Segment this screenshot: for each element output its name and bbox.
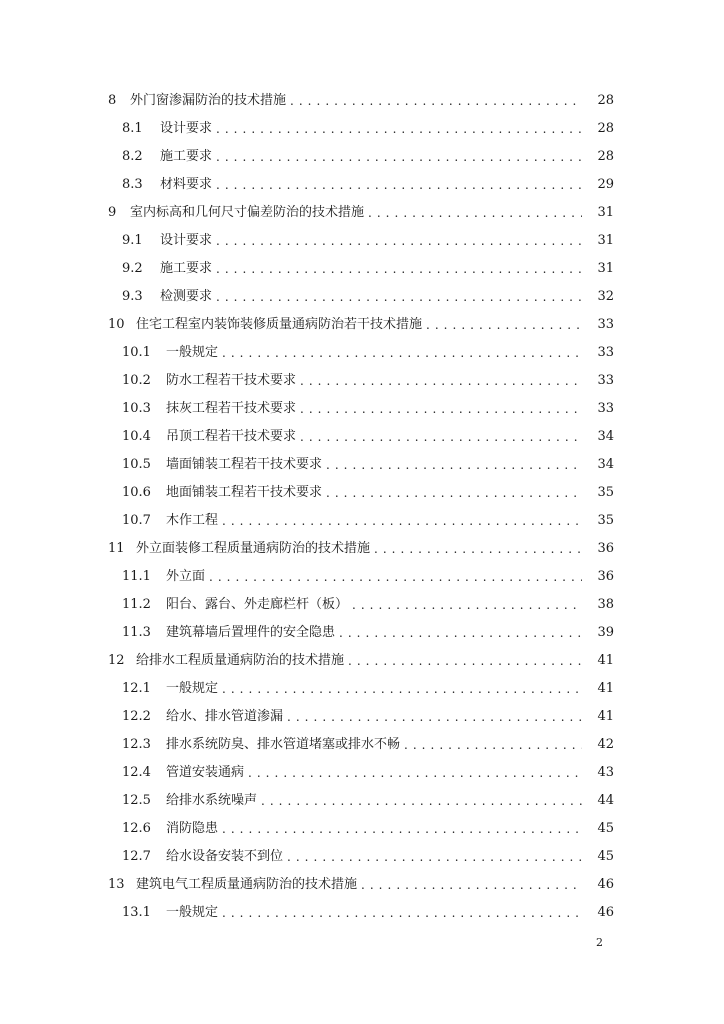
dot-leader [287, 843, 582, 871]
page-number: 2 [596, 936, 603, 949]
toc-entry[interactable] [0, 507, 724, 535]
toc-entry-title: 设计要求 [160, 121, 213, 136]
dot-leader [248, 759, 582, 787]
toc-entry-number: 9.1 [122, 233, 143, 248]
toc-entry-page: 29 [597, 177, 614, 192]
toc-entry-page: 43 [597, 765, 614, 780]
toc-entry-page: 31 [597, 233, 614, 248]
toc-entry-number: 12.5 [122, 793, 151, 808]
toc-entry-page: 31 [597, 205, 614, 220]
toc-entry[interactable] [0, 283, 724, 311]
toc-entry-page: 39 [597, 625, 614, 640]
toc-entry-title: 阳台、露台、外走廊栏杆（板） [166, 597, 349, 612]
toc-entry-number: 10.4 [122, 429, 151, 444]
toc-entry-title: 管道安装通病 [166, 765, 245, 780]
toc-entry-page: 33 [597, 345, 614, 360]
toc-entry-title: 检测要求 [160, 289, 213, 304]
toc-entry-title: 施工要求 [160, 149, 213, 164]
toc-entry-title: 消防隐患 [166, 821, 219, 836]
toc-entry[interactable] [0, 255, 724, 283]
toc-entry-title: 吊顶工程若干技术要求 [166, 429, 297, 444]
dot-leader [374, 535, 582, 563]
toc-entry-page: 41 [597, 709, 614, 724]
toc-entry[interactable] [0, 619, 724, 647]
toc-entry-page: 45 [597, 849, 614, 864]
toc-entry-title: 墙面铺装工程若干技术要求 [166, 457, 323, 472]
toc-entry-page: 44 [597, 793, 614, 808]
toc-entry-title: 设计要求 [160, 233, 213, 248]
toc-entry-title: 一般规定 [166, 681, 219, 696]
toc-entry-page: 32 [597, 289, 614, 304]
toc-entry-number: 9 [108, 205, 117, 220]
toc-entry[interactable] [0, 311, 724, 339]
toc-entry-page: 36 [597, 569, 614, 584]
dot-leader [361, 871, 582, 899]
toc-entry-page: 28 [597, 149, 614, 164]
toc-entry-title: 建筑电气工程质量通病防治的技术措施 [136, 877, 358, 892]
toc-entry-title: 外门窗渗漏防治的技术措施 [130, 93, 287, 108]
dot-leader [348, 647, 582, 675]
dot-leader [222, 507, 582, 535]
toc-entry[interactable] [0, 871, 724, 899]
toc-entry-title: 外立面 [166, 569, 206, 584]
toc-entry-title: 一般规定 [166, 905, 219, 920]
dot-leader [287, 703, 582, 731]
toc-entry[interactable] [0, 759, 724, 787]
dot-leader [216, 227, 582, 255]
toc-entry-page: 41 [597, 681, 614, 696]
toc-entry[interactable] [0, 703, 724, 731]
toc-entry-page: 31 [597, 261, 614, 276]
toc-entry-title: 排水系统防臭、排水管道堵塞或排水不畅 [166, 737, 401, 752]
toc-entry-title: 一般规定 [166, 345, 219, 360]
toc-entry-number: 12.3 [122, 737, 151, 752]
toc-entry[interactable] [0, 451, 724, 479]
toc-entry[interactable] [0, 675, 724, 703]
toc-entry-title: 给排水工程质量通病防治的技术措施 [136, 653, 345, 668]
toc-entry-number: 11.3 [122, 625, 151, 640]
toc-entry-title: 建筑幕墙后置埋件的安全隐患 [166, 625, 336, 640]
dot-leader [368, 199, 582, 227]
toc-entry[interactable] [0, 731, 724, 759]
dot-leader [300, 423, 582, 451]
toc-entry-page: 42 [597, 737, 614, 752]
toc-entry-page: 28 [597, 121, 614, 136]
toc-entry[interactable] [0, 87, 724, 115]
toc-entry[interactable] [0, 227, 724, 255]
dot-leader [261, 787, 582, 815]
toc-entry-number: 10.6 [122, 485, 151, 500]
toc-entry-page: 46 [597, 877, 614, 892]
toc-entry[interactable] [0, 367, 724, 395]
toc-entry-number: 13 [108, 877, 125, 892]
toc-entry-page: 33 [597, 373, 614, 388]
toc-entry-number: 10 [108, 317, 125, 332]
dot-leader [352, 591, 582, 619]
toc-entry-number: 11 [108, 541, 125, 556]
dot-leader [300, 395, 582, 423]
toc-entry-number: 8.2 [122, 149, 143, 164]
toc-entry-number: 12.4 [122, 765, 151, 780]
toc-entry[interactable] [0, 843, 724, 871]
toc-entry-title: 外立面装修工程质量通病防治的技术措施 [136, 541, 371, 556]
toc-entry-number: 13.1 [122, 905, 151, 920]
toc-entry[interactable] [0, 787, 724, 815]
toc-entry-title: 给排水系统噪声 [166, 793, 258, 808]
dot-leader [404, 731, 582, 759]
toc-entry[interactable] [0, 899, 724, 927]
dot-leader [209, 563, 582, 591]
toc-entry-number: 12 [108, 653, 125, 668]
dot-leader [216, 255, 582, 283]
toc-entry-page: 41 [597, 653, 614, 668]
toc-entry-title: 地面铺装工程若干技术要求 [166, 485, 323, 500]
dot-leader [222, 339, 582, 367]
dot-leader [300, 367, 582, 395]
dot-leader [216, 171, 582, 199]
toc-entry-number: 11.2 [122, 597, 151, 612]
toc-entry[interactable] [0, 115, 724, 143]
toc-entry-number: 12.2 [122, 709, 151, 724]
toc-entry-title: 住宅工程室内装饰装修质量通病防治若干技术措施 [136, 317, 423, 332]
toc-entry-title: 木作工程 [166, 513, 219, 528]
toc-entry-title: 给水设备安装不到位 [166, 849, 284, 864]
toc-entry[interactable] [0, 563, 724, 591]
dot-leader [216, 115, 582, 143]
toc-entry[interactable] [0, 395, 724, 423]
toc-entry-page: 33 [597, 401, 614, 416]
toc-entry-page: 34 [597, 457, 614, 472]
dot-leader [290, 87, 582, 115]
toc-entry[interactable] [0, 143, 724, 171]
toc-entry[interactable] [0, 647, 724, 675]
dot-leader [339, 619, 582, 647]
toc-entry-page: 34 [597, 429, 614, 444]
toc-entry-number: 8.1 [122, 121, 143, 136]
toc-entry-number: 11.1 [122, 569, 151, 584]
dot-leader [222, 675, 582, 703]
toc-entry-number: 9.3 [122, 289, 143, 304]
toc-entry-number: 12.6 [122, 821, 151, 836]
toc-entry[interactable] [0, 591, 724, 619]
toc-entry-title: 防水工程若干技术要求 [166, 373, 297, 388]
toc-entry-title: 抹灰工程若干技术要求 [166, 401, 297, 416]
toc-entry[interactable] [0, 535, 724, 563]
toc-entry-number: 10.5 [122, 457, 151, 472]
toc-entry[interactable] [0, 479, 724, 507]
dot-leader [326, 451, 582, 479]
toc-entry-page: 36 [597, 541, 614, 556]
toc-entry[interactable] [0, 171, 724, 199]
toc-entry[interactable] [0, 339, 724, 367]
dot-leader [222, 899, 582, 927]
toc-entry-number: 10.7 [122, 513, 151, 528]
toc-entry-number: 12.1 [122, 681, 151, 696]
toc-entry-title: 材料要求 [160, 177, 213, 192]
toc-entry-page: 38 [597, 597, 614, 612]
toc-entry-page: 35 [597, 485, 614, 500]
toc-entry[interactable] [0, 815, 724, 843]
toc-entry-page: 33 [597, 317, 614, 332]
toc-entry-number: 10.2 [122, 373, 151, 388]
toc-entry-page: 28 [597, 93, 614, 108]
toc-entry-page: 46 [597, 905, 614, 920]
toc-entry-number: 8 [108, 93, 117, 108]
toc-entry-number: 10.1 [122, 345, 151, 360]
toc-entry-title: 室内标高和几何尺寸偏差防治的技术措施 [130, 205, 365, 220]
dot-leader [222, 815, 582, 843]
toc-entry-number: 12.7 [122, 849, 151, 864]
dot-leader [426, 311, 582, 339]
table-of-contents [0, 87, 724, 927]
toc-entry-page: 35 [597, 513, 614, 528]
toc-entry-title: 施工要求 [160, 261, 213, 276]
dot-leader [216, 143, 582, 171]
toc-entry-number: 8.3 [122, 177, 143, 192]
dot-leader [216, 283, 582, 311]
toc-entry-number: 10.3 [122, 401, 151, 416]
toc-entry[interactable] [0, 199, 724, 227]
toc-entry[interactable] [0, 423, 724, 451]
toc-entry-title: 给水、排水管道渗漏 [166, 709, 284, 724]
toc-entry-number: 9.2 [122, 261, 143, 276]
toc-entry-page: 45 [597, 821, 614, 836]
dot-leader [326, 479, 582, 507]
